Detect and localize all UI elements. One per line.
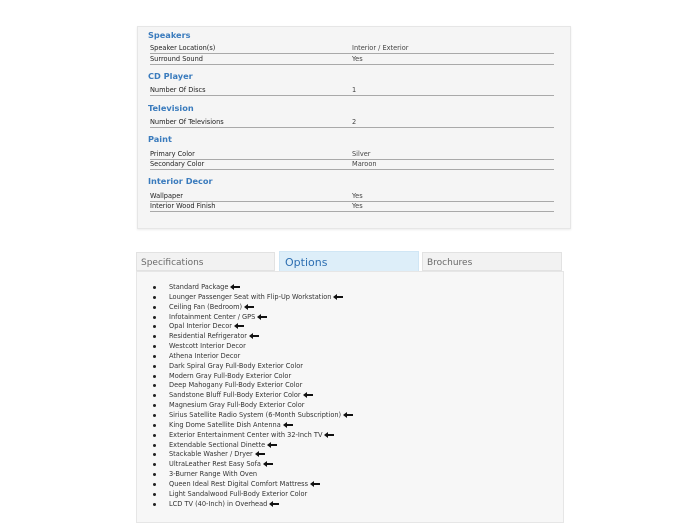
option-item [137,441,353,451]
option-label: Lounger Passenger Seat with Flip-Up Workstation [169,292,332,301]
section-title-interior-decor: Interior Decor [148,176,213,186]
bullet-icon [153,424,156,427]
left-arrow-icon [303,392,313,398]
option-item [137,322,353,332]
bullet-icon [153,493,156,496]
option-item [137,460,353,470]
bullet-icon [153,414,156,417]
bullet-icon [153,286,156,289]
option-label: Deep Mahogany Full-Body Exterior Color [169,381,303,390]
option-label: Athena Interior Decor [169,351,241,360]
option-item [137,293,353,303]
bullet-icon [153,483,156,486]
left-arrow-icon [343,412,353,418]
option-item [137,381,353,391]
spec-row [150,201,554,212]
left-arrow-icon [324,432,334,438]
spec-row [150,54,554,65]
option-label: Modern Gray Full-Body Exterior Color [169,371,292,380]
left-arrow-icon [333,294,343,300]
bullet-icon [153,355,156,358]
tab-brochures[interactable]: Brochures [422,252,562,271]
bullet-icon [153,306,156,309]
section-title-speakers: Speakers [148,30,191,40]
left-arrow-icon [257,314,267,320]
spec-label: Speaker Location(s) [150,44,216,52]
spec-label: Interior Wood Finish [150,202,216,210]
spec-label: Surround Sound [150,55,203,63]
spec-row [150,43,554,54]
section-title-paint: Paint [148,134,172,144]
option-label: Opal Interior Decor [169,322,232,331]
spec-row [150,85,554,96]
option-item [137,470,353,480]
options-panel [136,271,564,523]
spec-value: Interior / Exterior [352,44,409,52]
option-item [137,500,353,510]
left-arrow-icon [310,481,320,487]
bullet-icon [153,325,156,328]
option-item [137,421,353,431]
option-label: Queen Ideal Rest Digital Comfort Mattress [169,479,309,488]
option-item [137,352,353,362]
option-label: Extendable Sectional Dinette [169,440,266,449]
spec-value: Yes [352,202,363,210]
bullet-icon [153,394,156,397]
option-label: UltraLeather Rest Easy Sofa [169,460,261,469]
bullet-icon [153,384,156,387]
bullet-icon [153,434,156,437]
option-label: Sandstone Bluff Full-Body Exterior Color [169,391,301,400]
left-arrow-icon [283,422,293,428]
bullet-icon [153,345,156,348]
left-arrow-icon [249,333,259,339]
spec-label: Number Of Discs [150,86,206,94]
option-label: LCD TV (40-Inch) in Overhead [169,499,268,508]
spec-label: Primary Color [150,150,195,158]
option-item [137,362,353,372]
tab-options[interactable]: Options [279,251,419,272]
bullet-icon [153,404,156,407]
option-label: Westcott Interior Decor [169,342,246,351]
option-item [137,411,353,421]
option-label: Standard Package [169,283,229,291]
left-arrow-icon [267,442,277,448]
bullet-icon [153,316,156,319]
option-item [137,431,353,441]
option-item [137,372,353,382]
spec-row [150,117,554,128]
spec-value: Silver [352,150,371,158]
spec-value: 1 [352,86,357,94]
options-list [137,283,353,509]
tab-bar [136,252,564,272]
section-title-cd-player: CD Player [148,71,193,81]
left-arrow-icon [263,461,273,467]
option-label: Residential Refrigerator [169,332,247,341]
spec-value: 2 [352,118,357,126]
option-label: King Dome Satellite Dish Antenna [169,420,281,429]
bullet-icon [153,503,156,506]
option-label: Ceiling Fan (Bedroom) [169,302,243,311]
bullet-icon [153,365,156,368]
option-item [137,391,353,401]
bullet-icon [153,444,156,447]
specifications-panel [137,26,571,229]
option-item [137,490,353,500]
spec-label: Secondary Color [150,160,205,168]
left-arrow-icon [244,304,254,310]
spec-label: Wallpaper [150,192,183,200]
bullet-icon [153,473,156,476]
option-item [137,480,353,490]
option-item [137,450,353,460]
spec-value: Yes [352,192,363,200]
bullet-icon [153,375,156,378]
option-item [137,342,353,352]
spec-label: Number Of Televisions [150,118,224,126]
spec-value: Maroon [352,160,377,168]
option-label: Dark Spiral Gray Full-Body Exterior Color [169,361,303,370]
left-arrow-icon [230,284,240,290]
spec-row [150,159,554,170]
left-arrow-icon [255,451,265,457]
option-item [137,332,353,342]
left-arrow-icon [269,501,279,507]
section-title-television: Television [148,103,194,113]
option-label: Stackable Washer / Dryer [169,450,253,459]
option-label: Infotainment Center / GPS [169,312,256,321]
bullet-icon [153,335,156,338]
option-label: Sirius Satellite Radio System (6-Month Subscription) [169,410,342,419]
spec-value: Yes [352,55,363,63]
bullet-icon [153,463,156,466]
option-label: Light Sandalwood Full-Body Exterior Color [169,489,308,498]
option-label: 3-Burner Range With Oven [169,470,258,479]
tab-specifications[interactable]: Specifications [136,252,275,271]
option-item [137,283,353,293]
bullet-icon [153,453,156,456]
option-label: Exterior Entertainment Center with 32-Inch TV [169,430,323,439]
left-arrow-icon [234,323,244,329]
option-label: Magnesium Gray Full-Body Exterior Color [169,401,305,410]
option-item [137,401,353,411]
bullet-icon [153,296,156,299]
option-item [137,303,353,313]
option-item [137,313,353,323]
